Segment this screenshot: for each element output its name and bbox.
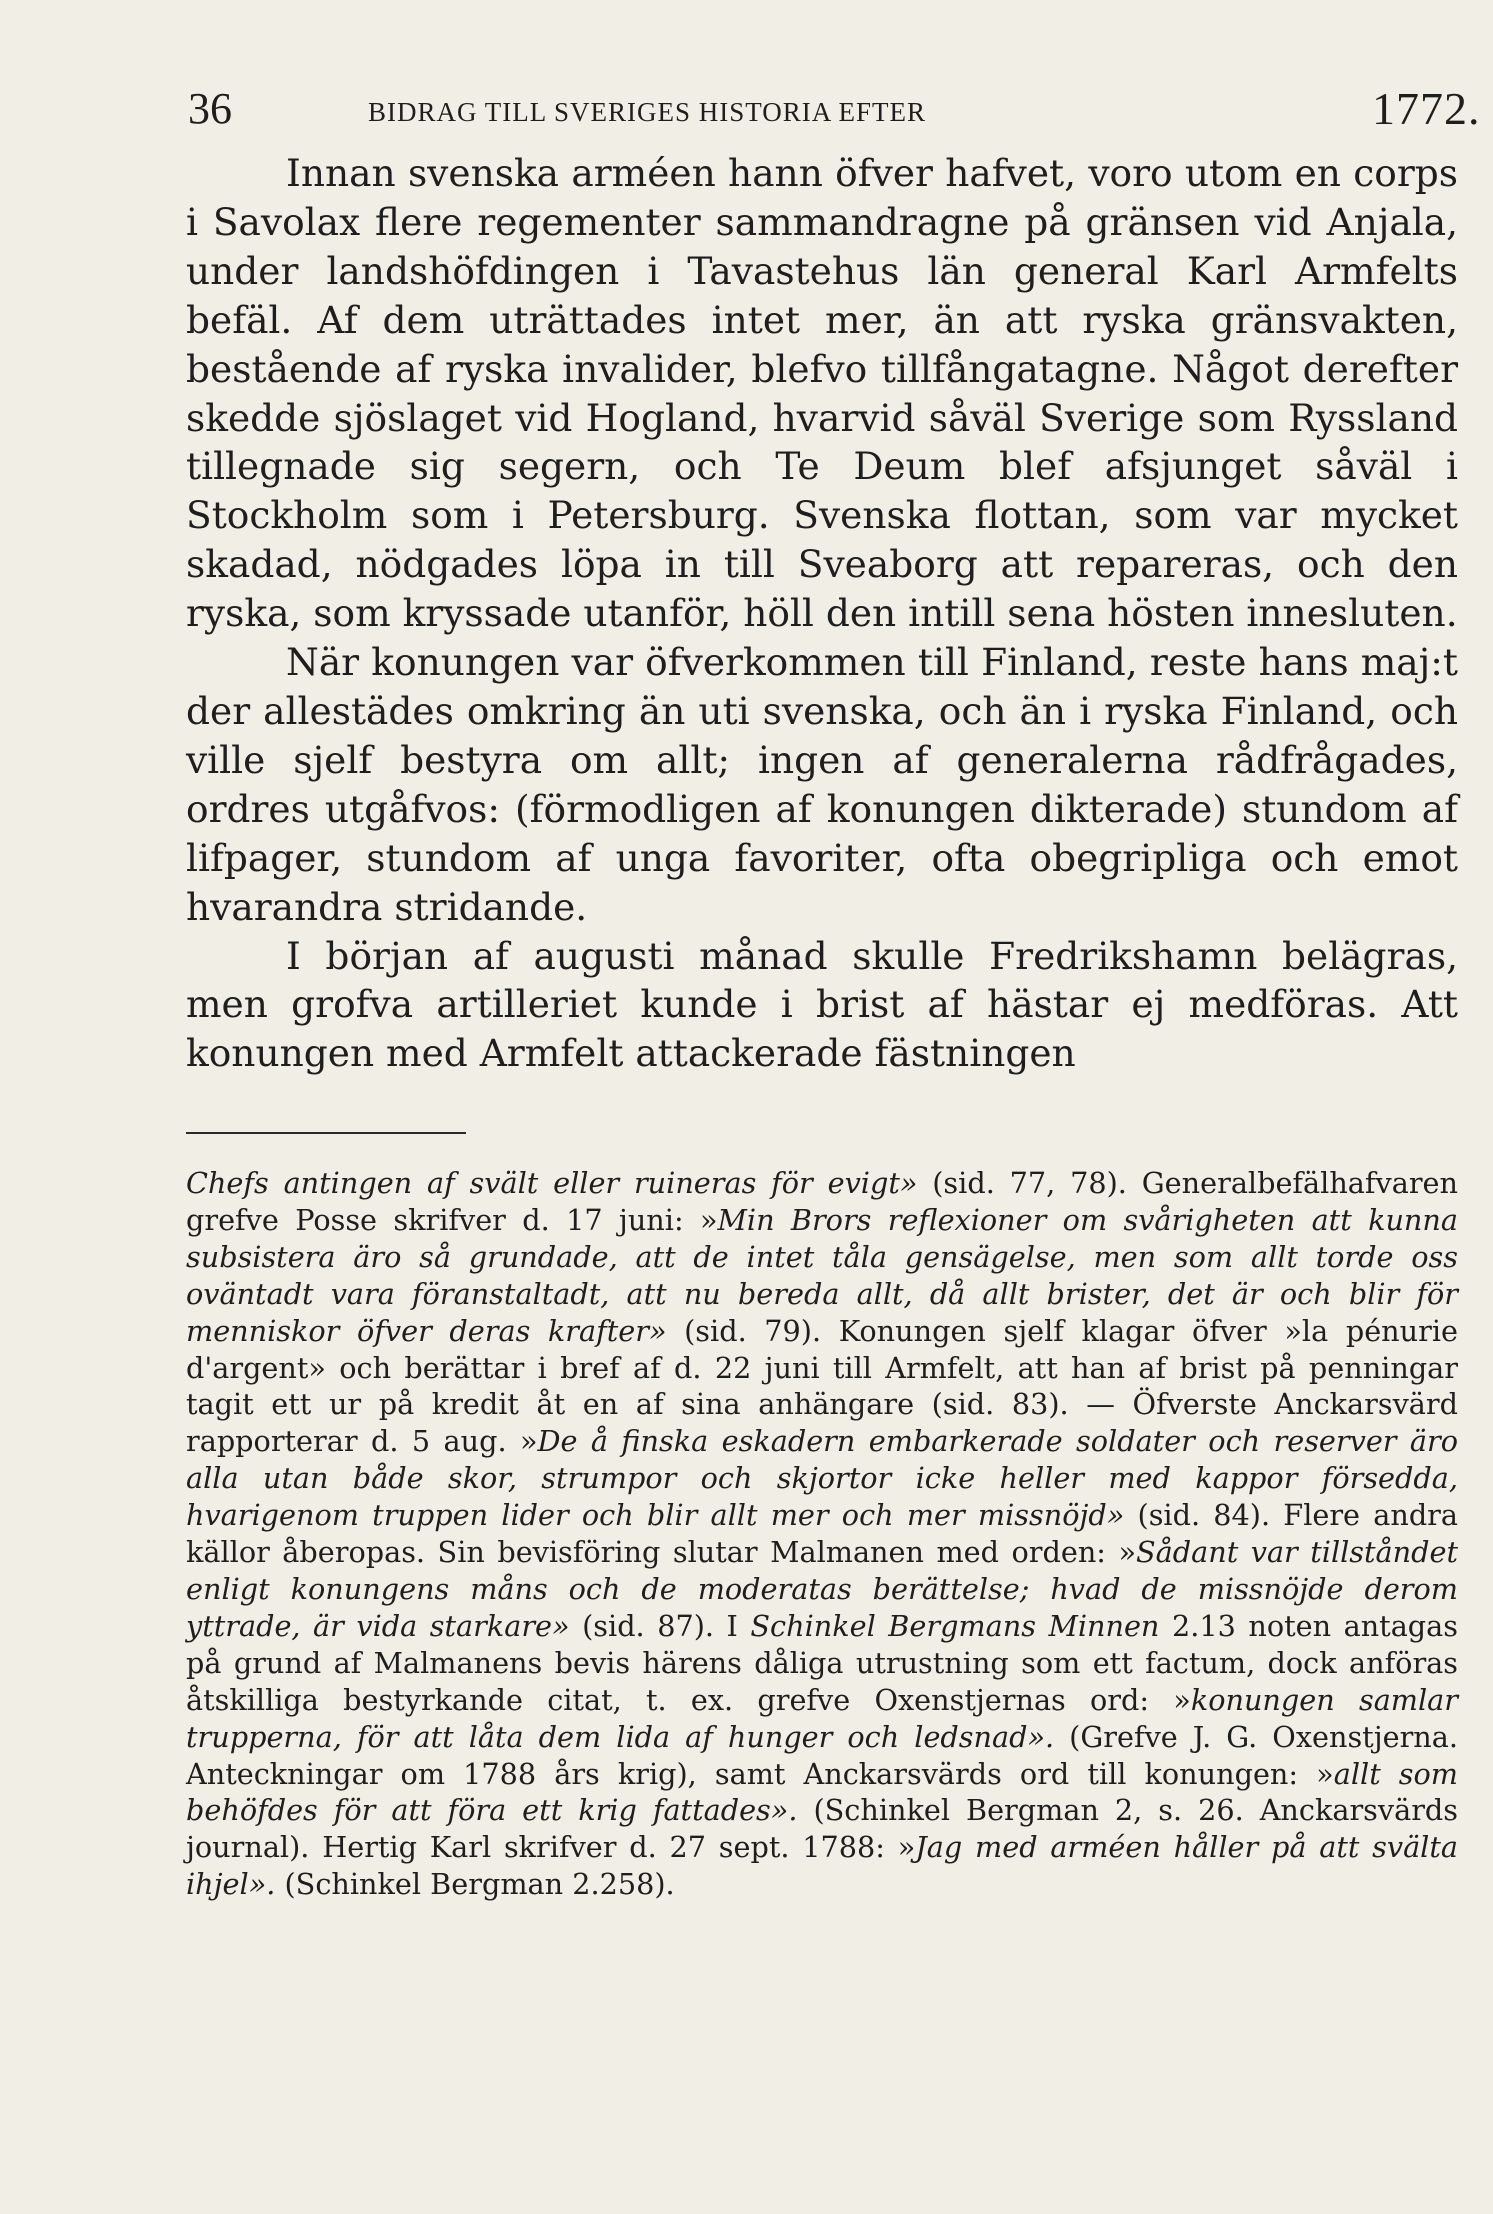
page-header (188, 83, 1481, 134)
running-title: BIDRAG TILL SVERIGES HISTORIA EFTER (368, 97, 927, 127)
footnote-quote: Chefs antingen af svält eller ruineras för evigt» (186, 1166, 918, 1200)
footnote-book-title: Schinkel Bergmans Minnen (750, 1608, 1160, 1643)
footnote-text-span: (sid. 79). Konungen sjelf klagar öfver »la pénurie d'argent» och berättar i bref af d. 22 juni till Armfelt, att han af brist på penningar tagit ett ur på kredit åt en af sina anhängare (sid. 83). — Öfverste Anckarsvärd rapporterar d. 5 aug. » (186, 1313, 1458, 1459)
footnote (186, 1165, 1458, 1903)
footnote-text-span: (sid. 87). I (569, 1608, 751, 1643)
footnote-quote: Min Brors reflexioner om svårigheten att kunna subsistera äro så grundade, att de intet tåla gensägelse, men som allt torde oss oväntadt vara föranstaltadt, att nu bereda allt, då allt brister, det är och blir för menniskor öfver deras krafter» (186, 1202, 1458, 1348)
footnote-quote: De å finska eskadern embarkerade soldater och reserver äro alla utan både skor, strumpor och skjortor icke heller med kappor försedda, hvarigenom truppen lider och blir allt mer och mer missnöjd» (186, 1424, 1459, 1533)
footnote-text-span: 2.13 noten antagas på grund af Malmanens bevis härens dåliga utrustning som ett factum, dock anföras åtskilliga bestyrkande citat, t. ex. grefve Oxenstjernas ord: » (186, 1608, 1458, 1717)
footnote-text-span: (Schinkel Bergman 2.258). (275, 1867, 675, 1902)
running-title-year: 1772. (1372, 83, 1481, 134)
footnote-quote: konungen samlar trupperna, för att låta dem lida af hunger och ledsnad». (186, 1682, 1458, 1754)
paragraph-2: När konungen var öfverkommen till Finland, reste hans maj:t der allestädes omkring än uti svenska, och än i ryska Finland, och ville sjelf bestyra om allt; ingen af generalerna rådfrågades, ordres utgåfvos: (förmodligen af konungen dikterade) stundom af lifpager, stundom af unga favoriter, ofta obegripliga och emot hvarandra stridande. (186, 640, 1458, 929)
footnote-quote: Jag med arméen håller på att svälta ihjel». (186, 1830, 1458, 1902)
footnote-quote: allt som behöfdes för att föra ett krig fattades». (186, 1756, 1459, 1828)
footnote-text-span: (sid. 84). Flere andra källor åberopas. Sin bevisföring slutar Malmanen med orden: » (186, 1498, 1458, 1570)
main-text (186, 149, 1458, 1078)
page-number: 36 (188, 84, 232, 133)
footnote-divider (186, 1132, 466, 1134)
footnote-quote: Sådant var tillståndet enligt konungens måns och de moderatas berättelse; hvad de missnöjde derom yttrade, är vida starkare» (186, 1535, 1458, 1643)
footnote-text-span: (Grefve J. G. Oxenstjerna. Anteckningar om 1788 års krig), samt Anckarsvärds ord till konungen: » (186, 1719, 1458, 1791)
footnote-text (186, 1165, 1458, 1903)
paragraph-1: Innan svenska arméen hann öfver hafvet, voro utom en corps i Savolax flere regementer sammandragne på gränsen vid Anjala, under landshöfdingen i Tavastehus län general Karl Armfelts befäl. Af dem uträttades intet mer, än att ryska gränsvakten, bestående af ryska invalider, blefvo tillfångatagne. Något derefter skedde sjöslaget vid Hogland, hvarvid såväl Sverige som Ryssland tillegnade sig segern, och Te Deum blef afsjunget såväl i Stockholm som i Petersburg. Svenska flottan, som var mycket skadad, nödgades löpa in till Sveaborg att repareras, och den ryska, som kryssade utanför, höll den intill sena hösten innesluten. (186, 151, 1458, 636)
paragraph-3: I början af augusti månad skulle Fredrikshamn belägras, men grofva artilleriet kunde i brist af hästar ej medföras. Att konungen med Armfelt attackerade fästningen (186, 933, 1458, 1076)
footnote-text-span: (sid. 77, 78). Generalbefälhafvaren grefve Posse skrifver d. 17 juni: » (186, 1166, 1459, 1237)
footnote-text-span: (Schinkel Bergman 2, s. 26. Anckarsvärds journal). Hertig Karl skrifver d. 27 sept. 1788: » (186, 1793, 1458, 1865)
